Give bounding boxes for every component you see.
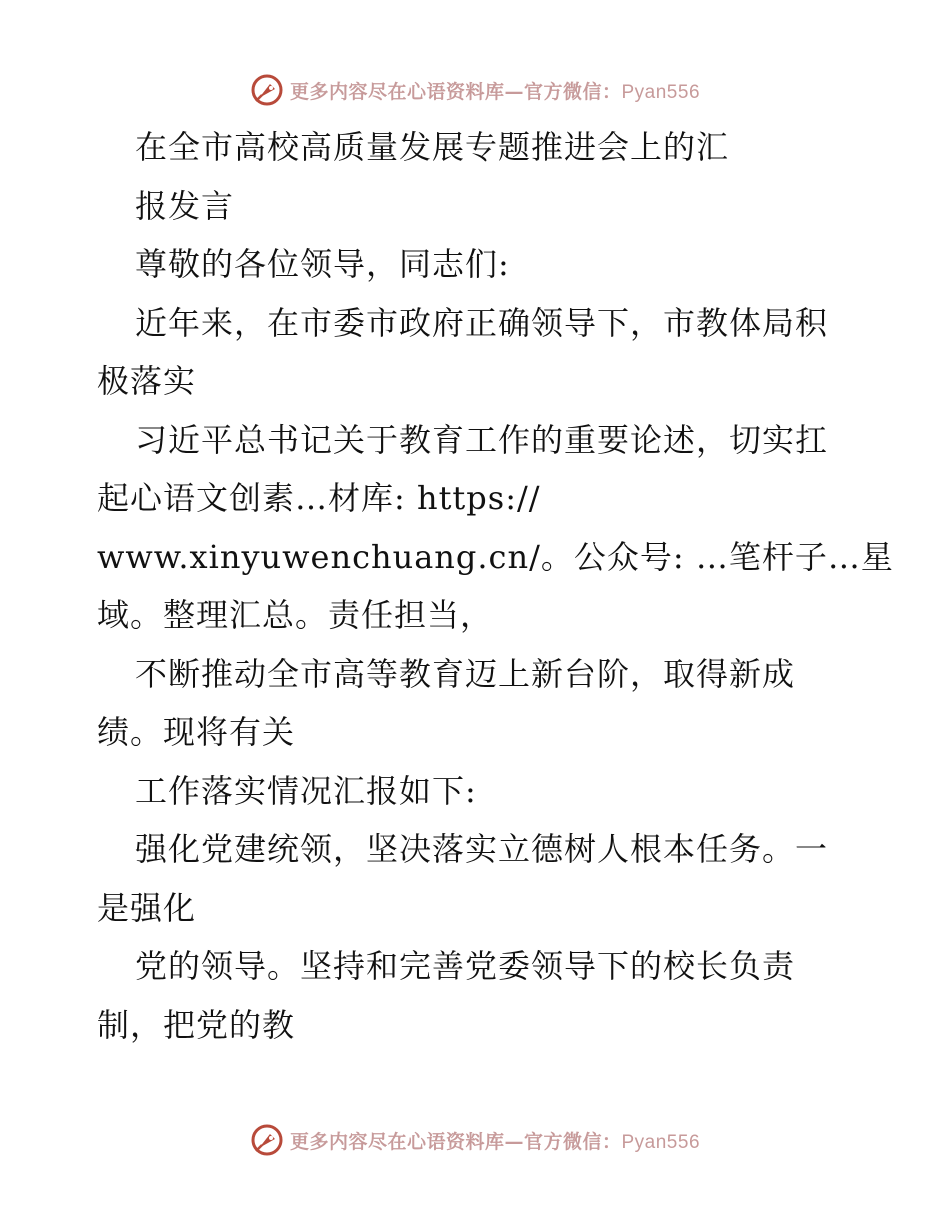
doc-line: 域。整理汇总。责任担当， [97,596,494,634]
doc-line: 制，把党的教 [97,1005,296,1044]
pen-nib-logo-icon [250,73,284,107]
banner-caption [290,1127,700,1154]
doc-line: 近年来，在市委市政府正确领导下，市教体局积 [135,303,829,342]
doc-line: 不断推动全市高等教育迈上新台阶，取得新成 [135,654,796,693]
doc-line: 习近平总书记关于教育工作的重要论述，切实扛 [135,420,829,459]
banner-caption [290,77,700,104]
footer-banner [0,1120,950,1160]
doc-line: 是强化 [97,888,197,927]
doc-line: 起心语文创素…材库: https:// [97,479,541,517]
doc-line: 尊敬的各位领导，同志们: [135,245,510,283]
doc-line: www.xinyuwenchuang.cn/。公众号: …笔杆子…星 [97,537,894,576]
banner-text: 更多内容尽在心语资料库—官方微信： [289,80,622,103]
pen-nib-logo-icon [250,1123,284,1157]
banner-text: 更多内容尽在心语资料库—官方微信： [289,1130,622,1153]
doc-line: 极落实 [97,362,197,400]
header-banner [0,70,950,110]
doc-line: 党的领导。坚持和完善党委领导下的校长负责 [135,947,796,985]
doc-line: 工作落实情况汇报如下: [135,771,477,810]
banner-handle: Pyan556 [621,81,701,103]
doc-line: 报发言 [135,186,235,225]
doc-line: 强化党建统领，坚决落实立德树人根本任务。一 [135,830,829,868]
document-body [97,118,894,1054]
doc-line: 在全市高校高质量发展专题推进会上的汇 [135,128,730,166]
banner-handle: Pyan556 [621,1131,701,1153]
doc-line: 绩。现将有关 [97,713,296,751]
